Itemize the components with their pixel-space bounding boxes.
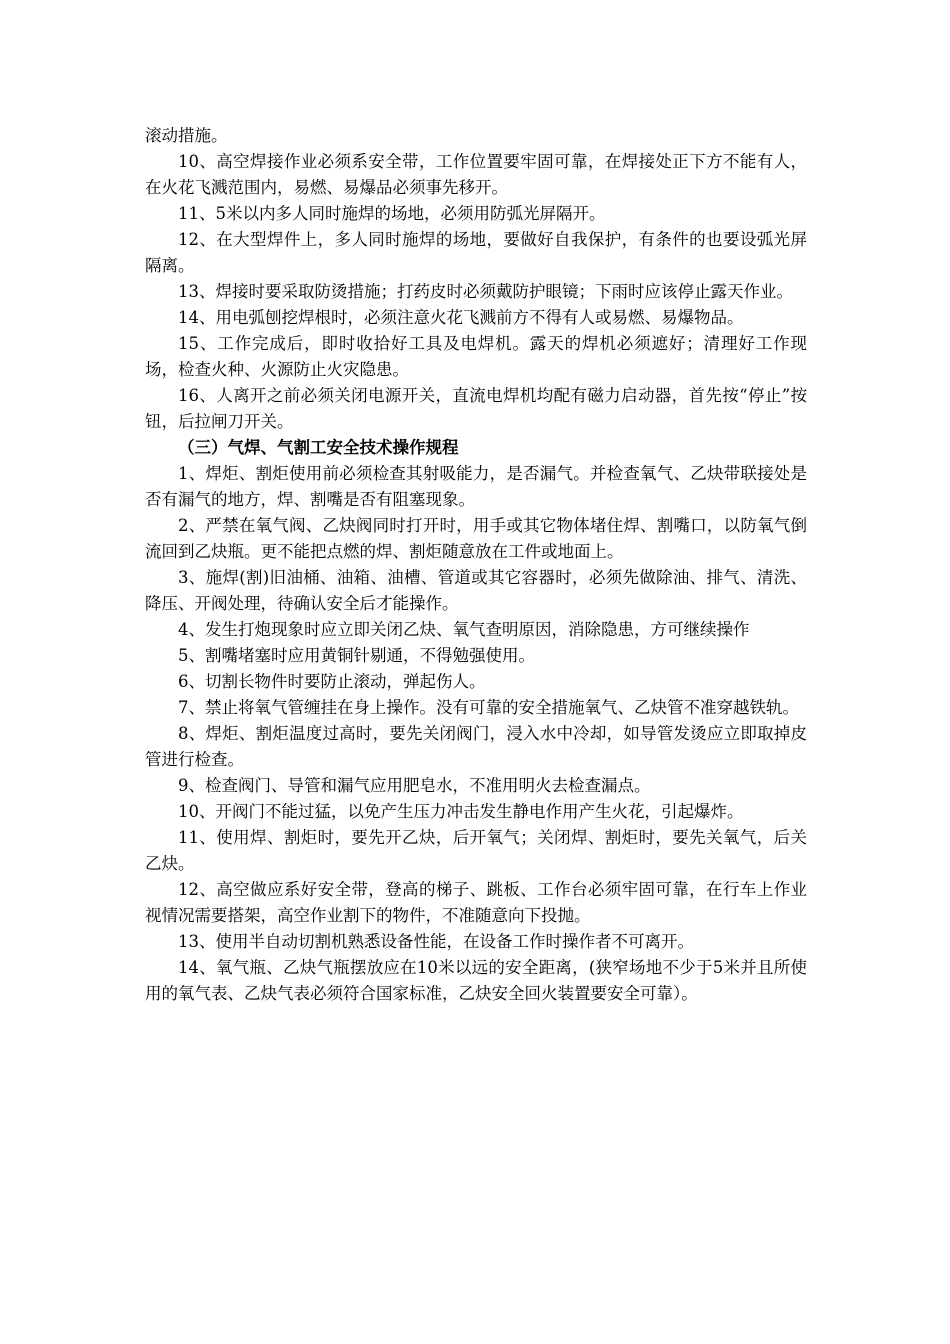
paragraph-continuation: 滚动措施。 (145, 126, 228, 145)
section-item-7: 7、禁止将氧气管缠挂在身上操作。没有可靠的安全措施氧气、乙炔管不准穿越铁轨。 (178, 698, 799, 717)
section-item-8: 8、焊炬、割炬温度过高时，要先关闭阀门，浸入水中冷却，如导管发烫应立即取掉皮管进行检查。 (145, 724, 807, 769)
section-item-9: 9、检查阀门、导管和漏气应用肥皂水，不准用明火去检查漏点。 (178, 776, 651, 795)
section-item-10: 10、开阀门不能过猛，以免产生压力冲击发生静电作用产生火花，引起爆炸。 (178, 802, 744, 821)
section-item-14: 14、氧气瓶、乙炔气瓶摆放应在10米以远的安全距离，(狭窄场地不少于5米并且所使用的氧气表、乙炔气表必须符合国家标准，乙炔安全回火装置要安全可靠）。 (145, 958, 807, 1003)
paragraph-item-14: 14、用电弧刨挖焊根时，必须注意火花飞溅前方不得有人或易燃、易爆物品。 (178, 308, 744, 327)
section-item-1: 1、焊炬、割炬使用前必须检查其射吸能力，是否漏气。并检查氧气、乙炔带联接处是否有漏气的地方，焊、割嘴是否有阻塞现象。 (145, 464, 807, 509)
paragraph-item-12: 12、在大型焊件上，多人同时施焊的场地，要做好自我保护，有条件的也要设弧光屏隔离。 (145, 230, 807, 275)
section-item-13: 13、使用半自动切割机熟悉设备性能，在设备工作时操作者不可离开。 (178, 932, 694, 951)
section-item-11: 11、使用焊、割炬时，要先开乙炔，后开氧气；关闭焊、割炬时，要先关氧气，后关乙炔。 (145, 828, 807, 873)
section-item-6: 6、切割长物件时要防止滚动，弹起伤人。 (178, 672, 486, 691)
document-body (145, 123, 807, 1007)
section-heading: （三）气焊、气割工安全技术操作规程 (178, 438, 459, 457)
section-item-12: 12、高空做应系好安全带，登高的梯子、跳板、工作台必须牢固可靠，在行车上作业视情况需要搭架，高空作业割下的物件，不准随意向下投抛。 (145, 880, 807, 925)
paragraph-item-11: 11、5米以内多人同时施焊的场地，必须用防弧光屏隔开。 (178, 204, 606, 223)
section-item-5: 5、割嘴堵塞时应用黄铜针剔通，不得勉强使用。 (178, 646, 535, 665)
section-item-3: 3、施焊(割)旧油桶、油箱、油槽、管道或其它容器时，必须先做除油、排气、清洗、降压、开阀处理，待确认安全后才能操作。 (145, 568, 807, 613)
section-item-2: 2、严禁在氧气阀、乙炔阀同时打开时，用手或其它物体堵住焊、割嘴口，以防氧气倒流回到乙炔瓶。更不能把点燃的焊、割炬随意放在工件或地面上。 (145, 516, 807, 561)
section-item-4: 4、发生打炮现象时应立即关闭乙炔、氧气查明原因，消除隐患，方可继续操作 (178, 620, 750, 639)
paragraph-item-10: 10、高空焊接作业必须系安全带，工作位置要牢固可靠，在焊接处正下方不能有人，在火花飞溅范围内，易燃、易爆品必须事先移开。 (145, 152, 807, 197)
paragraph-item-15: 15、工作完成后，即时收拾好工具及电焊机。露天的焊机必须遮好；清理好工作现场，检查火种、火源防止火灾隐患。 (145, 334, 807, 379)
paragraph-item-13: 13、焊接时要采取防烫措施；打药皮时必须戴防护眼镜；下雨时应该停止露天作业。 (178, 282, 793, 301)
paragraph-item-16: 16、人离开之前必须关闭电源开关，直流电焊机均配有磁力启动器，首先按“停止”按钮，后拉闸刀开关。 (145, 386, 807, 431)
